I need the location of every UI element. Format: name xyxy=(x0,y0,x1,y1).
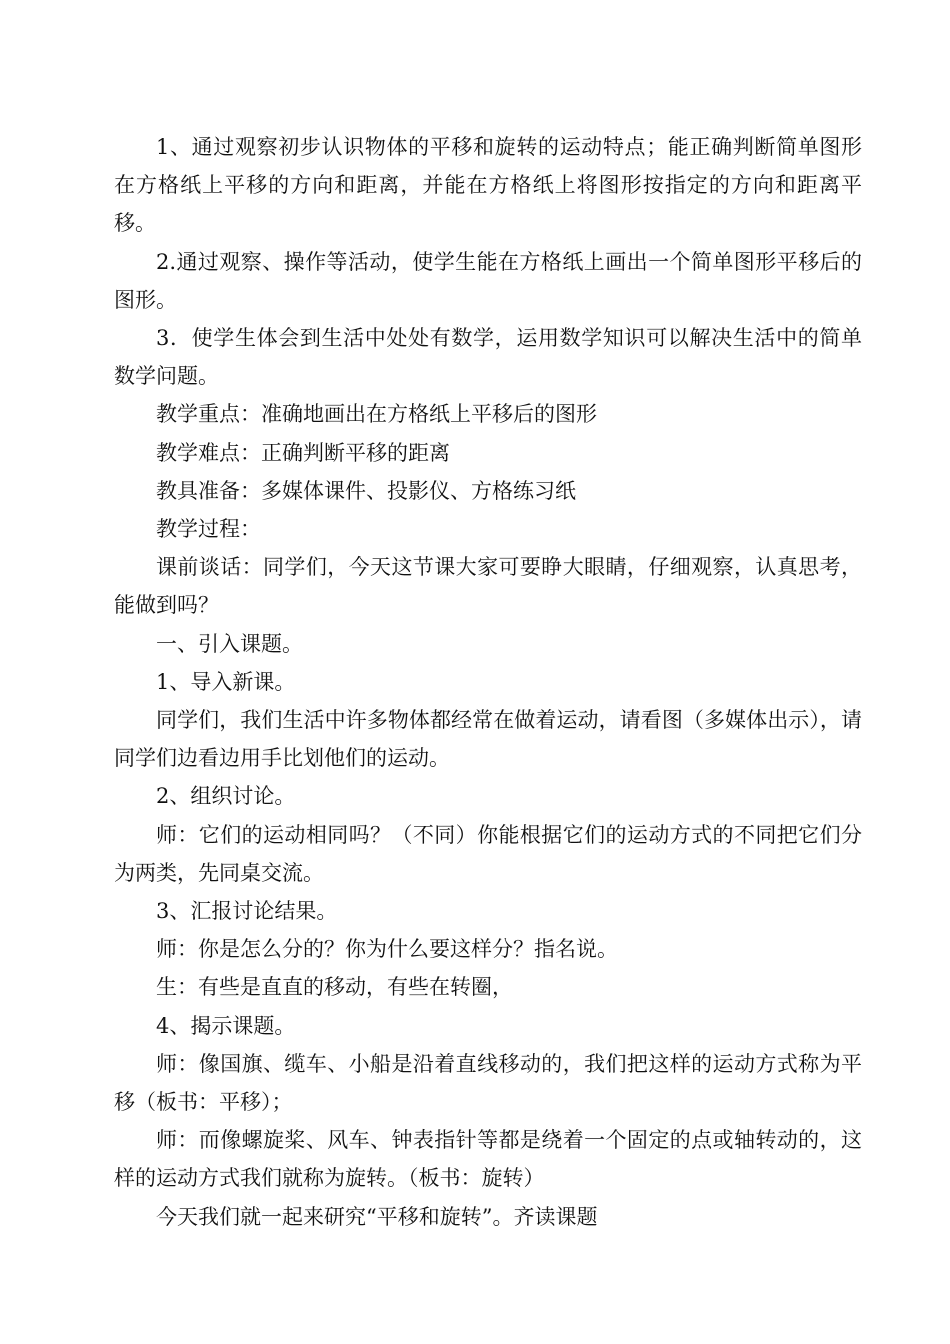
objective-3: 3．使学生体会到生活中处处有数学，运用数学知识可以解决生活中的简单数学问题。 xyxy=(114,326,862,389)
objective-2: 2.通过观察、操作等活动，使学生能在方格纸上画出一个简单图形平移后的图形。 xyxy=(114,249,862,312)
paragraph-student-answer: 生：有些是直直的移动，有些在转圈， xyxy=(156,975,513,1000)
paragraph-teacher-question: 师：你是怎么分的？你为什么要这样分？指名说。 xyxy=(156,937,618,962)
document-body xyxy=(114,128,862,1236)
step-heading-4: 4、揭示课题。 xyxy=(156,1013,296,1038)
paragraph-topic-reading: 今天我们就一起来研究“平移和旋转”。齐读课题 xyxy=(156,1204,598,1229)
paragraph-translation-definition: 师：像国旗、缆车、小船是沿着直线移动的，我们把这样的运动方式称为平移（板书：平移）； xyxy=(114,1051,862,1115)
teaching-aids: 教具准备：多媒体课件、投影仪、方格练习纸 xyxy=(156,478,576,503)
step-heading-2: 2、组织讨论。 xyxy=(156,784,296,809)
step-heading-3: 3、汇报讨论结果。 xyxy=(156,899,338,924)
objective-1: 1、通过观察初步认识物体的平移和旋转的运动特点；能正确判断简单图形在方格纸上平移的方向和距离，并能在方格纸上将图形按指定的方向和距离平移。 xyxy=(114,135,862,236)
pre-class-talk: 课前谈话：同学们，今天这节课大家可要睁大眼睛，仔细观察，认真思考，能做到吗？ xyxy=(114,555,862,618)
teaching-focus: 教学重点：准确地画出在方格纸上平移后的图形 xyxy=(156,402,597,427)
step-heading-1: 1、导入新课。 xyxy=(156,669,296,694)
section-heading-introduce-topic: 一、引入课题。 xyxy=(156,631,303,656)
paragraph-discussion: 师：它们的运动相同吗？（不同）你能根据它们的运动方式的不同把它们分为两类，先同桌交流。 xyxy=(114,822,862,885)
teaching-difficulty: 教学难点：正确判断平移的距离 xyxy=(156,440,450,465)
paragraph-introduction: 同学们，我们生活中许多物体都经常在做着运动，请看图（多媒体出示），请同学们边看边用手比划他们的运动。 xyxy=(114,708,862,771)
paragraph-rotation-definition: 师：而像螺旋桨、风车、钟表指针等都是绕着一个固定的点或轴转动的，这样的运动方式我们就称为旋转。（板书：旋转） xyxy=(114,1128,862,1191)
teaching-process-heading: 教学过程： xyxy=(156,517,261,542)
